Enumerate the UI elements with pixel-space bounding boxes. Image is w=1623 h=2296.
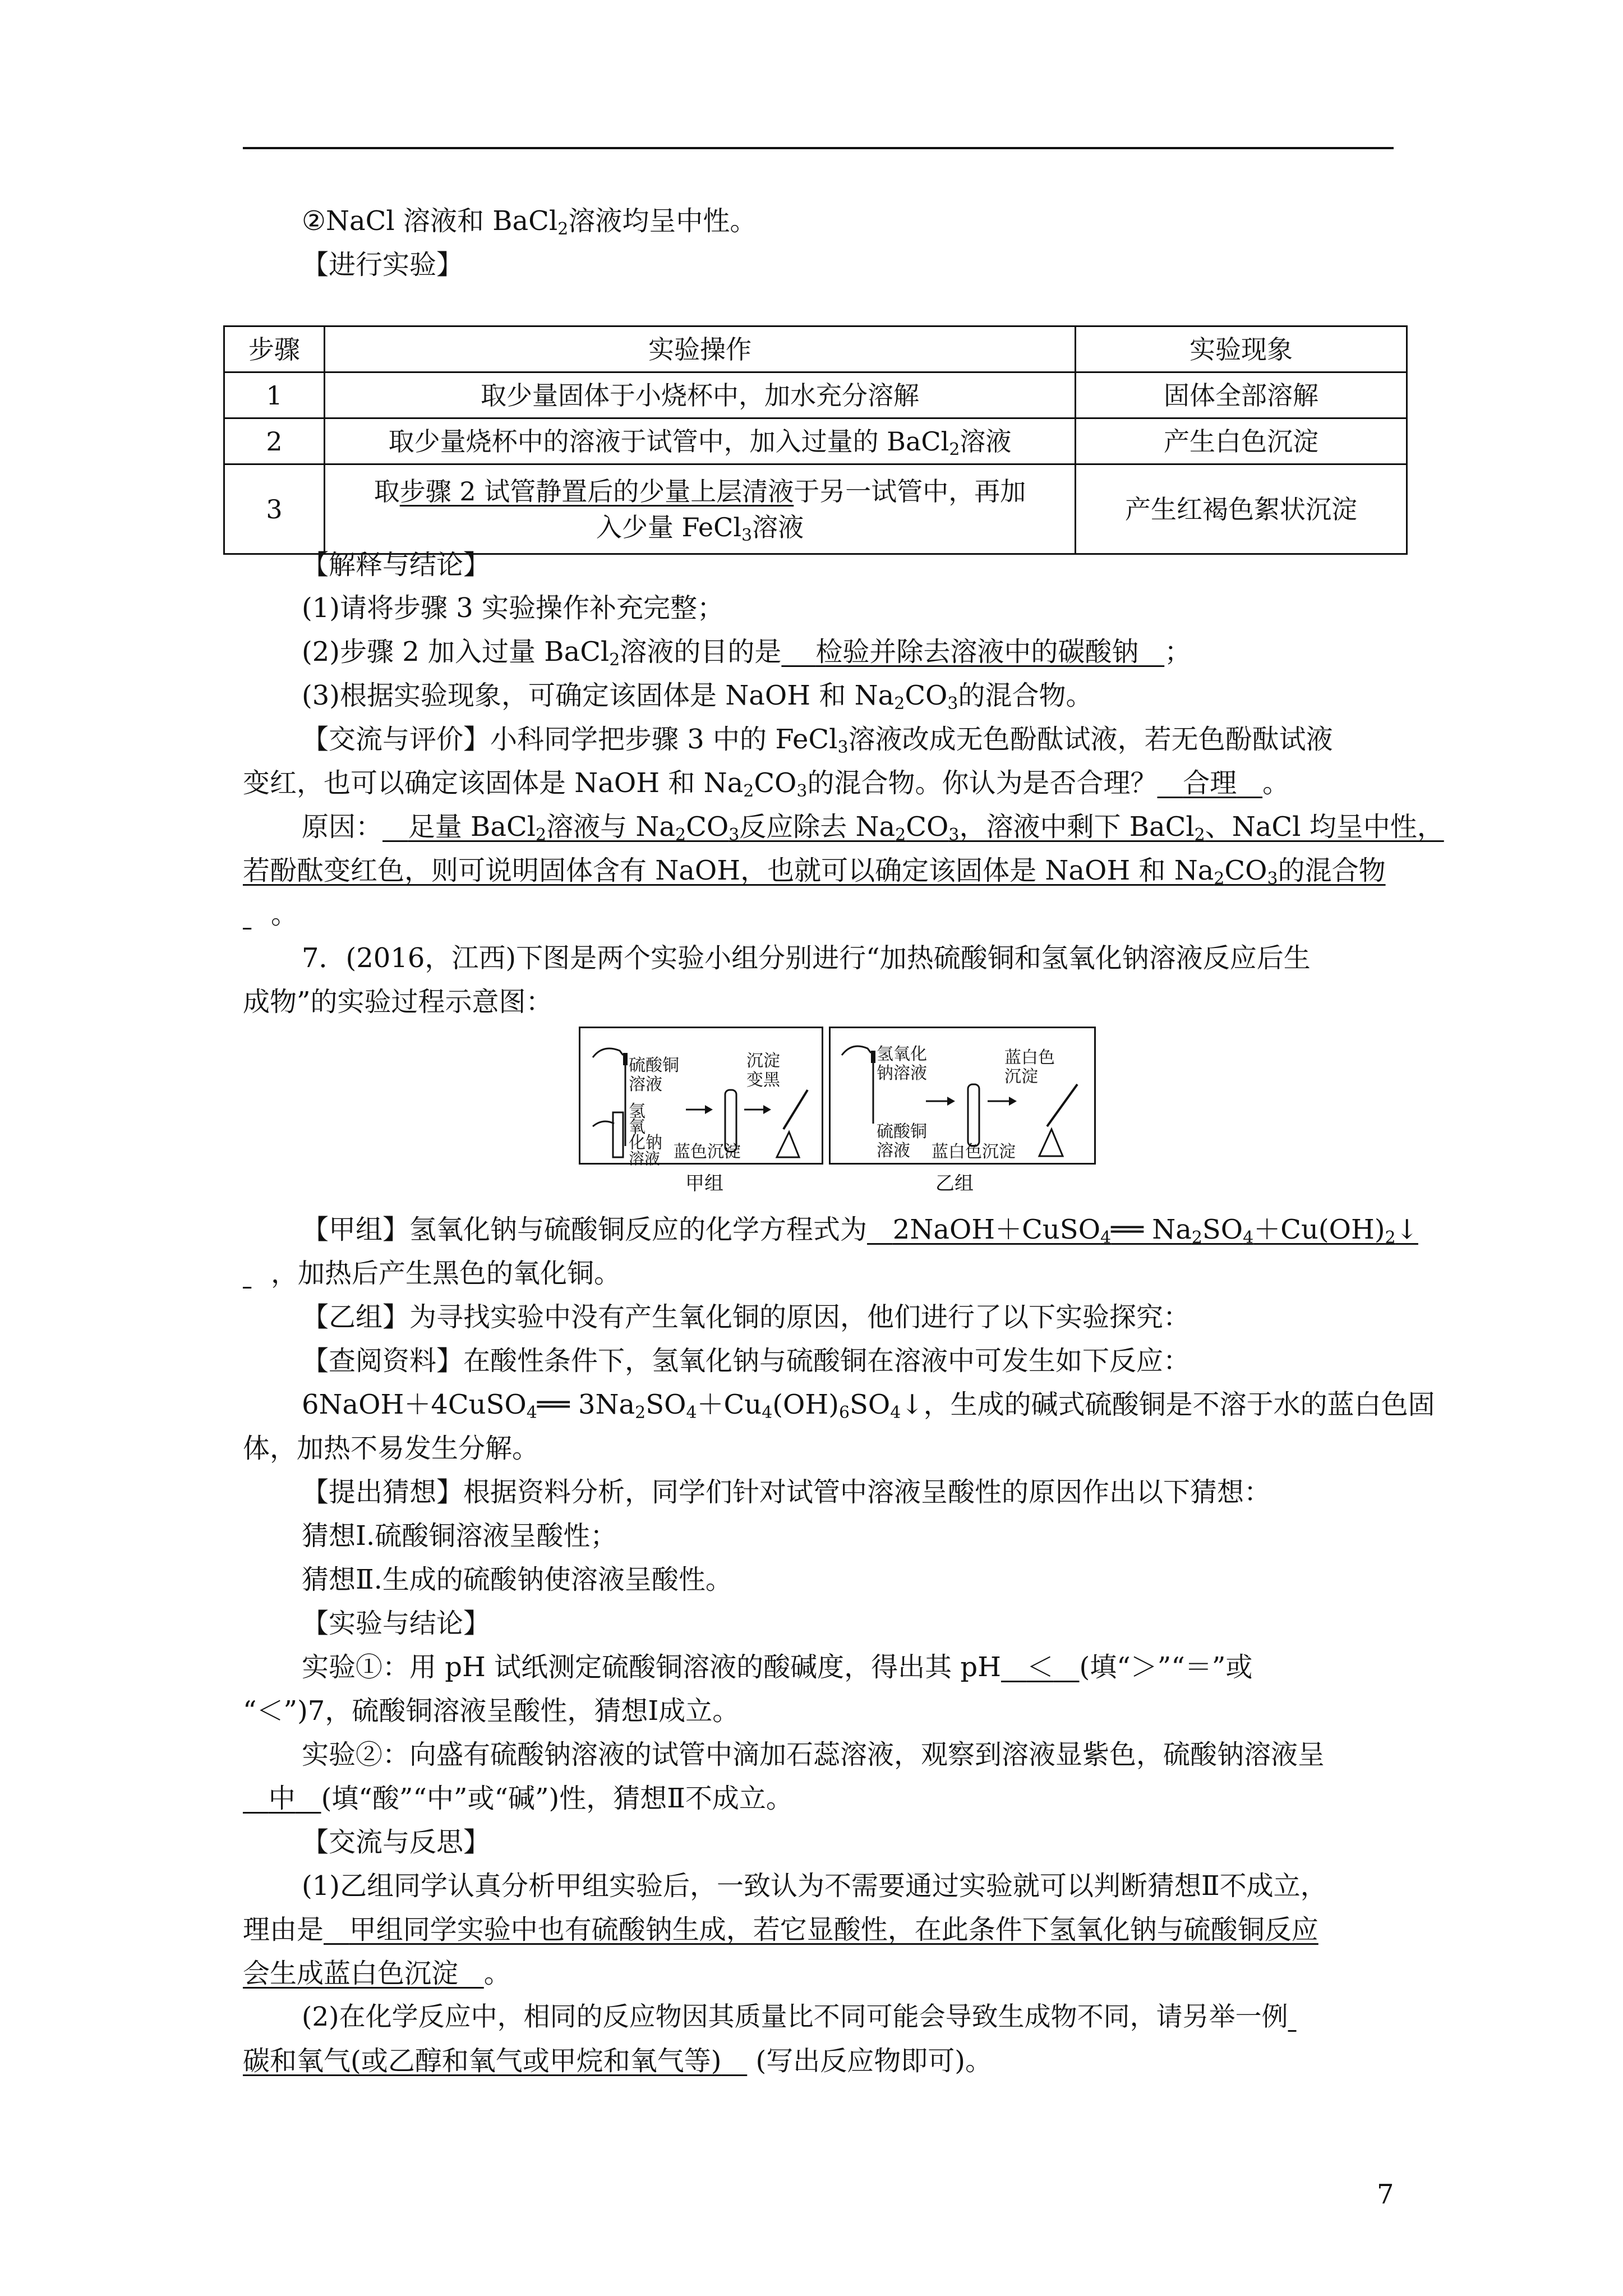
answer-blank: 合理: [1183, 767, 1237, 799]
table-header: 实验现象: [1076, 326, 1407, 372]
reaction-line-2: 体，加热不易发生分解。: [243, 1433, 540, 1464]
answer-blank: 会生成蓝白色沉淀: [243, 1958, 459, 1989]
table-header: 步骤: [224, 326, 325, 372]
q7-intro-2: 成物”的实验过程示意图：: [243, 986, 553, 1018]
reflect-2-line-2: 碳和氧气(或乙醇和氧气或甲烷和氧气等) (写出反应物即可)。: [243, 2045, 992, 2077]
eval-line-1: 【交流与评价】小科同学把步骤 3 中的 FeCl$_3$溶液改成无色酚酞试液，若无色酚酞试液: [302, 724, 1333, 757]
q7-intro-1: 7．(2016，江西)下图是两个实验小组分别进行“加热硫酸铜和氢氧化钠溶液反应后生: [302, 942, 1311, 974]
answer-blank: 足量 BaCl$_2$溶液与 $Na_2CO_3$反应除去 $Na_2CO_3$，溶液中剩下 BaCl$_2$、NaCl 均呈中性，: [408, 811, 1444, 845]
eval-line-2: 变红，也可以确定该固体是 NaOH 和 $Na_2CO_3$的混合物。你认为是否合理？ 合理 。: [243, 767, 1290, 801]
figure-caption-jia: 甲组: [685, 1172, 723, 1195]
answer-blank: 碳和氧气(或乙醇和氧气或甲烷和氧气等): [243, 2045, 722, 2077]
conclusion-heading: 【实验与结论】: [302, 1608, 491, 1639]
yi-line: 【乙组】为寻找实验中没有产生氧化铜的原因，他们进行了以下实验探究：: [302, 1301, 1191, 1333]
answer-blank: 若酚酞变红色，则可说明固体含有 NaOH，也就可以确定该固体是 NaOH 和 $Na_2CO_3$的混合物: [243, 855, 1386, 889]
reflect-1-line: (1)乙组同学认真分析甲组实验后，一致认为不需要通过实验就可以判断猜想Ⅱ不成立，: [302, 1870, 1327, 1902]
reflect-2-line: (2)在化学反应中，相同的反应物因其质量比不同可能会导致生成物不同，请另举一例: [302, 2001, 1288, 2032]
answer-blank: 中: [268, 1783, 296, 1814]
section-heading-experiment: 【进行实验】: [302, 249, 464, 280]
question-line: (3)根据实验现象，可确定该固体是 NaOH 和 $Na_2CO_3$的混合物。: [302, 680, 1093, 714]
jia-equation-line: 【甲组】氢氧化钠与硫酸铜反应的化学方程式为 2NaOH＋CuSO$_4$══ $Na_2SO_4+Cu(OH)_2↓$: [302, 1214, 1418, 1248]
figure-caption-yi: 乙组: [935, 1172, 974, 1195]
guess-1: 猜想Ⅰ.硫酸铜溶液呈酸性；: [302, 1520, 617, 1552]
jia-equation-line-2: ，加热后产生黑色的氧化铜。: [271, 1258, 621, 1289]
experiment-1-line: 实验①：用 pH 试纸测定硫酸铜溶液的酸碱度，得出其 pH ＜ (填“＞”“＝”或: [302, 1651, 1253, 1683]
page-number: 7: [1377, 2179, 1394, 2210]
experiment-1-line-2: “＜”)7，硫酸铜溶液呈酸性，猜想Ⅰ成立。: [243, 1695, 740, 1727]
section-heading-explain: 【解释与结论】: [302, 549, 491, 581]
reason-line-3: 。: [271, 899, 298, 930]
figure-group-yi: 氢氧化 钠溶液 蓝白色 沉淀 硫酸铜 溶液 蓝白色沉淀: [829, 1027, 1096, 1165]
guess-2: 猜想Ⅱ.生成的硫酸钠使溶液呈酸性。: [302, 1564, 732, 1595]
reflect-1-line-2: 理由是 甲组同学实验中也有硫酸钠生成，若它显酸性，在此条件下氢氧化钠与硫酸铜反应: [243, 1914, 1318, 1945]
reflect-heading: 【交流与反思】: [302, 1826, 491, 1858]
header-rule: [243, 147, 1394, 149]
experiment-table: [223, 325, 1408, 555]
question-line: (1)请将步骤 3 实验操作补充完整；: [302, 592, 725, 624]
lookup-line: 【查阅资料】在酸性条件下，氢氧化钠与硫酸铜在溶液中可发生如下反应：: [302, 1345, 1191, 1377]
reason-line-2: [243, 853, 1386, 889]
experiment-2-line: 实验②：向盛有硫酸钠溶液的试管中滴加石蕊溶液，观察到溶液显紫色，硫酸钠溶液呈: [302, 1739, 1325, 1770]
table-row: 2 取少量烧杯中的溶液于试管中，加入过量的 BaCl$_2$溶液 产生白色沉淀: [224, 418, 1407, 464]
table-row: 3 取步骤 2 试管静置后的少量上层清液于另一试管中，再加 入少量 FeCl$_3$溶液 产生红褐色絮状沉淀: [224, 464, 1407, 554]
answer-blank: ＜: [1026, 1651, 1054, 1683]
answer-blank: 步骤 2 试管静置后的少量上层清液: [399, 476, 794, 507]
guess-heading: 【提出猜想】根据资料分析，同学们针对试管中溶液呈酸性的原因作出以下猜想：: [302, 1476, 1271, 1508]
reaction-line: 6NaOH＋4CuSO$_4$══ $3Na_2SO_4+Cu_4(OH)_6SO_4↓$，生成的碱式硫酸铜是不溶于水的蓝白色固: [302, 1389, 1435, 1423]
reason-line-1: 原因： 足量 BaCl$_2$溶液与 $Na_2CO_3$反应除去 $Na_2CO_3$，溶液中剩下 BaCl$_2$、NaCl 均呈中性，: [302, 811, 1444, 845]
table-row: 1 取少量固体于小烧杯中，加水充分溶解 固体全部溶解: [224, 372, 1407, 418]
table-header: 实验操作: [325, 326, 1076, 372]
answer-blank: 检验并除去溶液中的碳酸钠: [815, 636, 1139, 668]
answer-blank: 甲组同学实验中也有硫酸钠生成，若它显酸性，在此条件下氢氧化钠与硫酸铜反应: [349, 1914, 1318, 1945]
figure-group-jia: 硫酸铜 溶液 沉淀 变黑 氢 氧 化钠 溶液 蓝色沉淀: [579, 1027, 823, 1165]
answer-blank: 2NaOH＋CuSO$_4$══ $Na_2SO_4+Cu(OH)_2↓$: [892, 1214, 1418, 1248]
info-line-2: ②NaCl 溶液和 BaCl$_2$溶液均呈中性。: [302, 205, 757, 239]
reflect-1-line-3: 会生成蓝白色沉淀 。: [243, 1958, 511, 1989]
experiment-2-line-2: 中 (填“酸”“中”或“碱”)性，猜想Ⅱ不成立。: [243, 1780, 793, 1816]
question-line: (2)步骤 2 加入过量 BaCl$_2$溶液的目的是 检验并除去溶液中的碳酸钠 ；: [302, 636, 1192, 670]
